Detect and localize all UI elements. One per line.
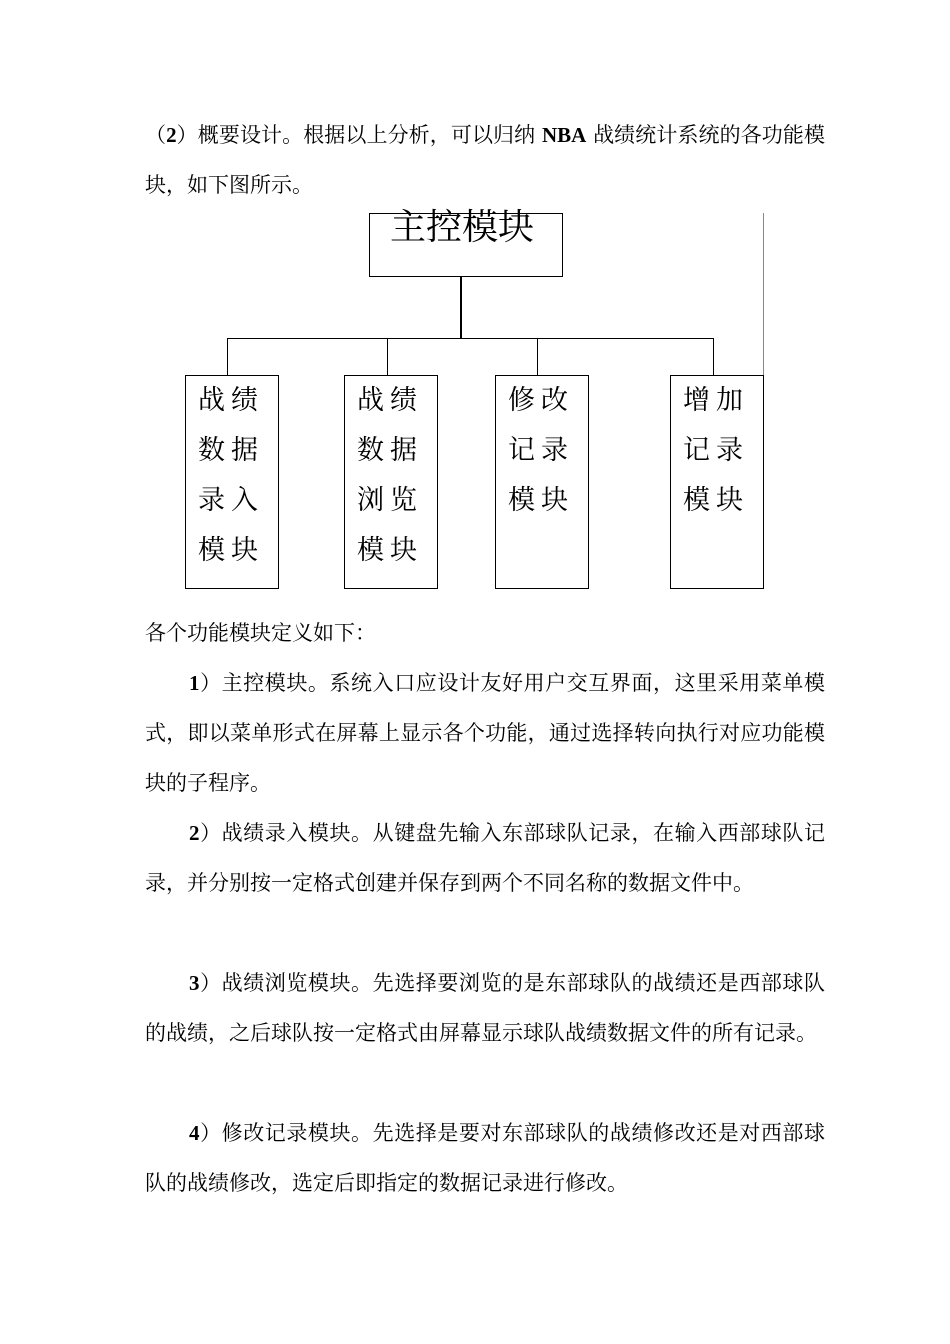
module-connector-3 bbox=[537, 338, 538, 375]
root-connector-vertical bbox=[460, 277, 462, 338]
definition-number-1: 1 bbox=[189, 671, 200, 695]
definition-item-1 bbox=[145, 658, 825, 808]
module-label-4: 增加记录模块 bbox=[683, 385, 749, 516]
module-box-4 bbox=[670, 375, 764, 589]
definition-number-3: 3 bbox=[189, 971, 200, 995]
module-box-1 bbox=[185, 375, 279, 589]
definition-item-3 bbox=[145, 958, 825, 1058]
module-box-2 bbox=[344, 375, 438, 589]
root-module-box bbox=[369, 207, 563, 277]
intro-text-a: ）概要设计。根据以上分析，可以归纳 bbox=[176, 123, 542, 147]
module-box-3 bbox=[495, 375, 589, 589]
module-connector-1 bbox=[227, 338, 228, 375]
root-module-label: 主控模块 bbox=[390, 207, 535, 248]
module-label-2: 战绩数据浏览模块 bbox=[357, 385, 423, 566]
definition-text-1: ）主控模块。系统入口应设计友好用户交互界面，这里采用菜单模式，即以菜单形式在屏幕上显示各个功能，通过选择转向执行对应功能模块的子程序。 bbox=[145, 671, 825, 795]
intro-text-b: 战绩统计系统的各功能模块，如下图所示。 bbox=[145, 123, 825, 197]
definitions-heading: 各个功能模块定义如下： bbox=[145, 621, 376, 645]
intro-bold-term: NBA bbox=[541, 123, 587, 147]
definition-text-4: ）修改记录模块。先选择是要对东部球队的战绩修改还是对西部球队的战绩修改，选定后即指定的数据记录进行修改。 bbox=[145, 1121, 825, 1195]
definition-item-2 bbox=[145, 808, 825, 908]
definition-text-2: ）战绩录入模块。从键盘先输入东部球队记录，在输入西部球队记录，并分别按一定格式创建并保存到两个不同名称的数据文件中。 bbox=[145, 821, 825, 895]
definition-number-2: 2 bbox=[189, 821, 200, 845]
intro-section-number: 2 bbox=[166, 123, 177, 147]
module-label-3: 修改记录模块 bbox=[508, 385, 574, 516]
definition-number-4: 4 bbox=[189, 1121, 200, 1145]
definition-item-4 bbox=[145, 1108, 825, 1208]
module-label-1: 战绩数据录入模块 bbox=[198, 385, 264, 566]
module-connector-4 bbox=[713, 338, 714, 375]
intro-prefix: （ bbox=[145, 123, 167, 147]
module-diagram bbox=[0, 0, 950, 600]
module-connector-2 bbox=[387, 338, 388, 375]
definition-text-3: ）战绩浏览模块。先选择要浏览的是东部球队的战绩还是西部球队的战绩，之后球队按一定格式由屏幕显示球队战绩数据文件的所有记录。 bbox=[145, 971, 825, 1045]
module-connector-horizontal bbox=[227, 338, 714, 339]
